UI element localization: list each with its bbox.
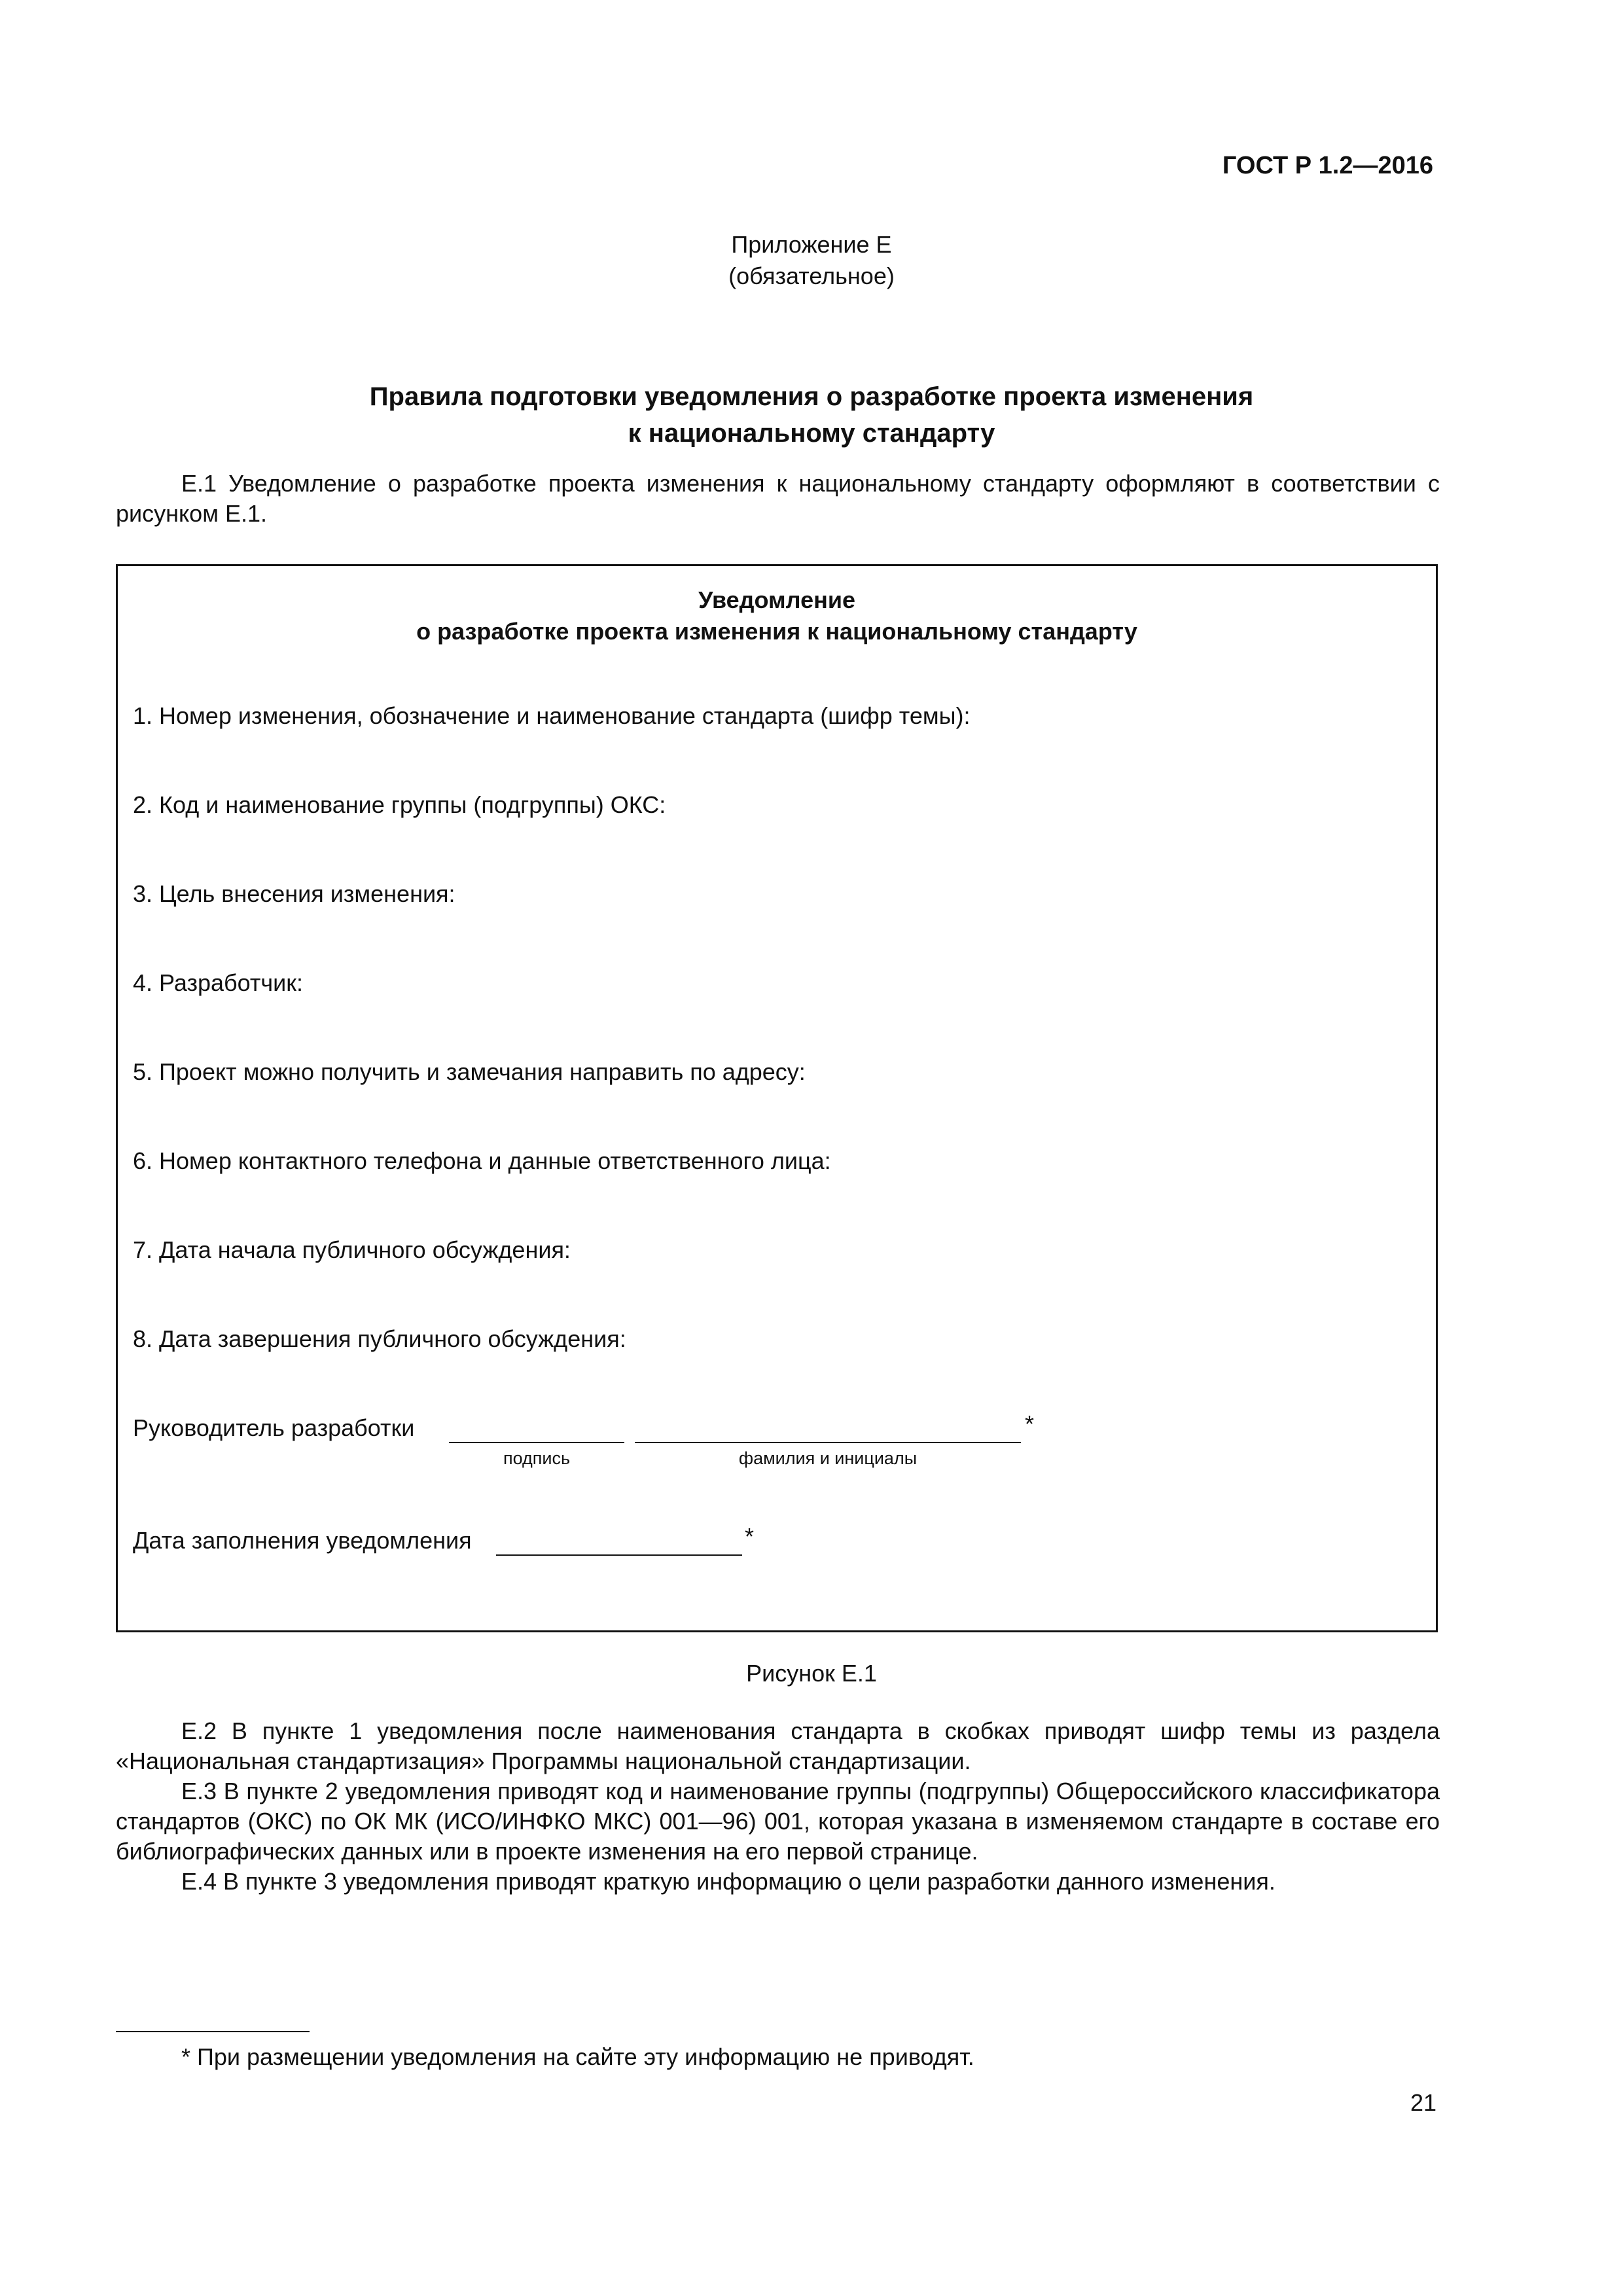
- form-item-1: 1. Номер изменения, обозначение и наименование стандарта (шифр темы):: [133, 702, 971, 729]
- paragraph-e1-text: Е.1 Уведомление о разработке проекта изменения к национальному стандарту оформляют в соответствии с рисунком Е.1.: [116, 470, 1440, 527]
- form-item-4: 4. Разработчик:: [133, 969, 303, 996]
- document-code: ГОСТ Р 1.2—2016: [1222, 152, 1433, 179]
- appendix-label: Приложение Е: [731, 231, 892, 258]
- form-item-7: 7. Дата начала публичного обсуждения:: [133, 1236, 571, 1263]
- form-title-line2: о разработке проекта изменения к национальному стандарту: [416, 618, 1137, 645]
- appendix-status: (обязательное): [728, 262, 895, 289]
- section-title: [0, 378, 1623, 452]
- footnote-separator: [116, 2031, 310, 2032]
- paragraph-e4: [116, 1867, 1440, 1897]
- name-line[interactable]: [635, 1442, 1021, 1443]
- paragraph-e1: [116, 469, 1440, 529]
- paragraph-e2-text: Е.2 В пункте 1 уведомления после наименования стандарта в скобках приводят шифр темы из раздела «Национальная стандартизация» Программы национальной стандартизации.: [116, 1717, 1440, 1774]
- appendix-heading: [0, 229, 1623, 292]
- page-number: 21: [1410, 2089, 1436, 2116]
- fill-date-line[interactable]: [496, 1554, 742, 1556]
- paragraph-e4-text: Е.4 В пункте 3 уведомления приводят краткую информацию о цели разработки данного изменения.: [181, 1868, 1275, 1895]
- paragraph-e3-text: Е.3 В пункте 2 уведомления приводят код и наименование группы (подгруппы) Общероссийского классификатора стандартов (ОКС) по ОК МК (ИСО/ИНФКО МКС) 001—96) 001, которая указана в изменяемом стандарте в составе его библиографических данных или в проекте изменения на его первой странице.: [116, 1778, 1440, 1865]
- notification-form: [116, 564, 1438, 1632]
- signature-line[interactable]: [449, 1442, 624, 1443]
- section-title-line1: Правила подготовки уведомления о разработке проекта изменения: [369, 382, 1254, 411]
- form-item-8: 8. Дата завершения публичного обсуждения:: [133, 1325, 626, 1352]
- figure-caption: Рисунок Е.1: [746, 1660, 877, 1687]
- paragraph-e3: [116, 1776, 1440, 1867]
- form-item-3: 3. Цель внесения изменения:: [133, 880, 455, 907]
- fill-date-label: Дата заполнения уведомления: [133, 1527, 472, 1554]
- date-asterisk: *: [745, 1523, 755, 1550]
- signature-caption: подпись: [503, 1448, 571, 1468]
- head-of-development-label: Руководитель разработки: [133, 1414, 415, 1441]
- form-title-line1: Уведомление: [698, 586, 855, 613]
- name-caption: фамилия и инициалы: [738, 1448, 918, 1468]
- form-item-2: 2. Код и наименование группы (подгруппы) ОКС:: [133, 791, 666, 818]
- form-item-5: 5. Проект можно получить и замечания направить по адресу:: [133, 1058, 806, 1085]
- head-asterisk: *: [1025, 1410, 1035, 1437]
- section-title-line2: к национальному стандарту: [628, 419, 995, 448]
- paragraph-e2: [116, 1716, 1440, 1776]
- form-title: [118, 584, 1436, 647]
- footnote: * При размещении уведомления на сайте эту информацию не приводят.: [181, 2043, 974, 2070]
- form-item-6: 6. Номер контактного телефона и данные ответственного лица:: [133, 1147, 831, 1174]
